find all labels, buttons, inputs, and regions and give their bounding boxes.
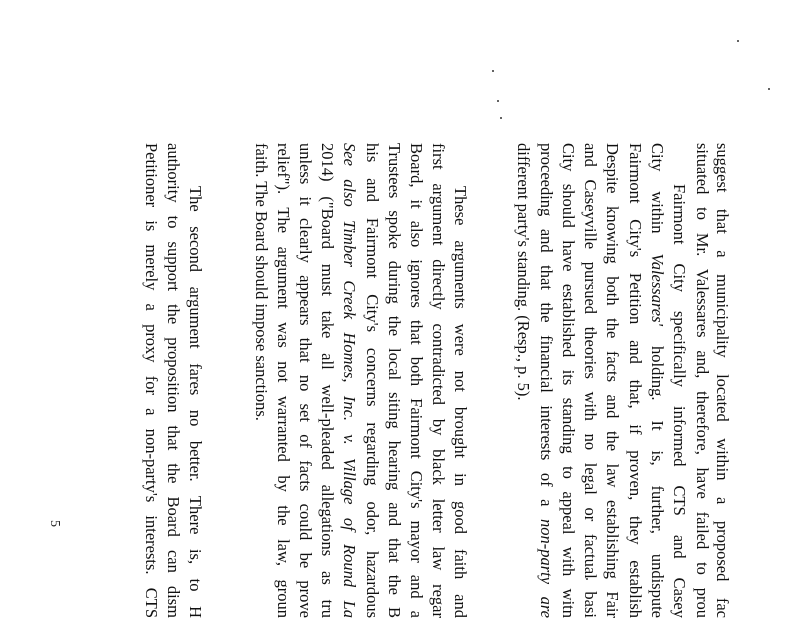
text-line: first argument directly contradicted by black letter law regar (429, 143, 448, 618)
text-line: Trustees spoke during the local siting hearing and that the B (385, 143, 404, 618)
text-line: 2014) ("Board must take all well-pleaded allegations as tru (318, 143, 337, 618)
text-line: authority to support the proposition that the Board can dism (164, 143, 183, 618)
text-line: his and Fairmont City's concerns regarding odor, hazardous (363, 143, 382, 618)
text-line: different party's standing. (Resp., p. 5). (514, 143, 533, 401)
text-line: Despite knowing both the facts and the law establishing Fair (603, 143, 622, 618)
scan-speck (497, 100, 499, 102)
text-line: City should have established its standing to appeal with witn (559, 143, 578, 618)
text-line: Fairmont City's Petition and that, if proven, they establish (626, 143, 645, 618)
text-line: relief"). The argument was not warranted by the law, groun (274, 143, 293, 618)
text-line: faith. The Board should impose sanctions. (252, 143, 271, 421)
scan-speck (492, 70, 494, 72)
text-line: The second argument fares no better. There is, to H (186, 186, 205, 618)
text-line: See also Timber Creek Homes, Inc. v. Village of Round La (340, 143, 359, 618)
text-line: These arguments were not brought in good faith and (451, 186, 470, 618)
scan-speck (768, 88, 770, 90)
text-line: unless it clearly appears that no set of facts could be prove (296, 143, 315, 618)
text-line: proceeding and that the financial interests of a non-party are (537, 143, 556, 618)
text-line: Petitioner is merely a proxy for a non-party's interests. CTS (142, 143, 161, 618)
text-line: Board, it also ignores that both Fairmont City's mayor and a (407, 143, 426, 618)
page-number: 5 (47, 520, 62, 527)
text-line: and Caseyville pursued theories with no legal or factual basi (581, 143, 600, 618)
scan-speck (737, 40, 739, 42)
text-line: situated to Mr. Valessares and, therefore, have failed to prou (693, 143, 712, 618)
text-line: City within Valessares' holding. It is, further, undispute (648, 143, 667, 618)
scan-speck (500, 117, 502, 119)
text-line: Fairmont City specifically informed CTS and Casey (670, 184, 689, 618)
text-line: suggest that a municipality located within a proposed fac (713, 143, 732, 618)
